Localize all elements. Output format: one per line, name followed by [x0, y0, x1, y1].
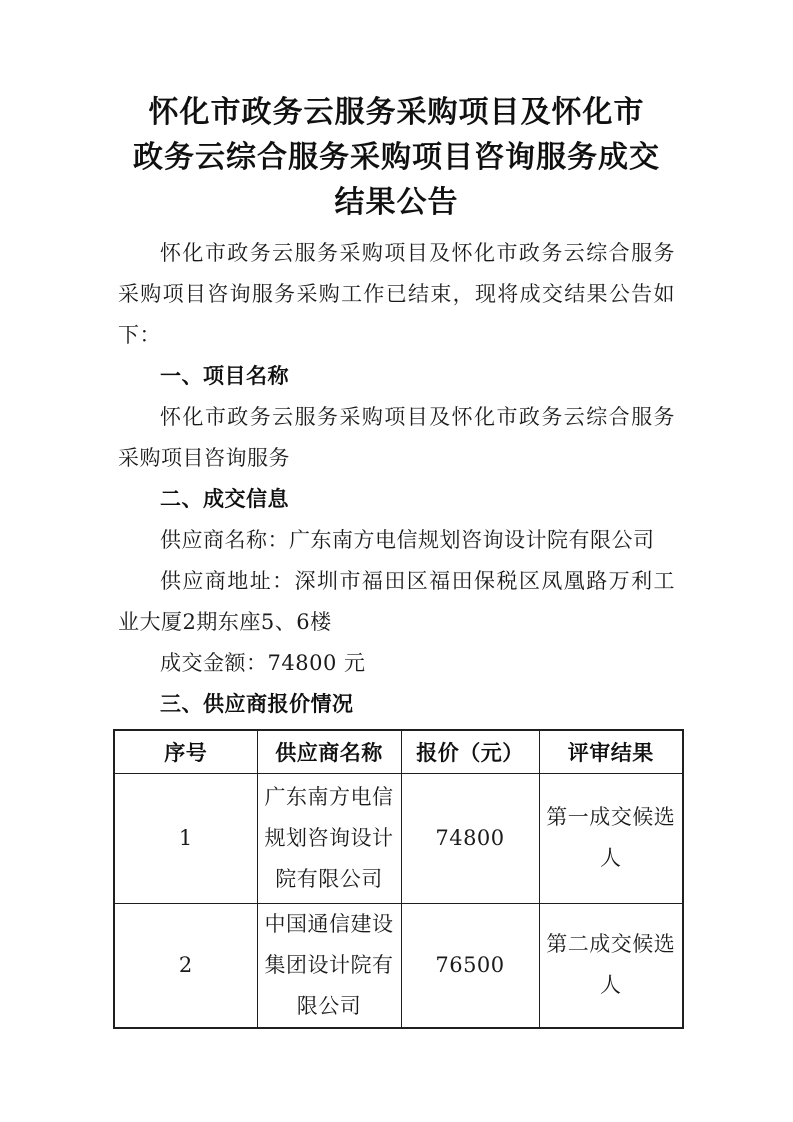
cell-review-result: 第二成交候选人 — [539, 903, 683, 1028]
title-line-3: 结果公告 — [334, 185, 459, 220]
supplier-address-line: 供应商地址：深圳市福田区福田保税区凤凰路万利工业大厦2期东座5、6楼 — [118, 569, 675, 634]
title-line-1: 怀化市政务云服务采购项目及怀化市 — [148, 95, 645, 130]
deal-amount-line: 成交金额：74800 元 — [160, 651, 366, 675]
col-header-price: 报价（元） — [401, 730, 539, 773]
table-header-row — [114, 730, 683, 773]
cell-serial-no: 2 — [114, 903, 257, 1028]
section-3-heading: 三、供应商报价情况 — [160, 692, 354, 716]
supplier-quotes-table — [113, 729, 684, 1029]
table-row — [114, 773, 683, 903]
section-2-heading: 二、成交信息 — [160, 487, 289, 511]
cell-serial-no: 1 — [114, 773, 257, 903]
supplier-name-line: 供应商名称：广东南方电信规划咨询设计院有限公司 — [160, 528, 655, 552]
intro-paragraph: 怀化市政务云服务采购项目及怀化市政务云综合服务采购项目咨询服务采购工作已结束，现将成交结果公告如下： — [118, 241, 675, 347]
page-title — [118, 90, 675, 225]
cell-supplier-name: 广东南方电信规划咨询设计院有限公司 — [257, 773, 401, 903]
cell-price: 74800 — [401, 773, 539, 903]
col-header-review-result: 评审结果 — [539, 730, 683, 773]
cell-supplier-name: 中国通信建设集团设计院有限公司 — [257, 903, 401, 1028]
col-header-supplier-name: 供应商名称 — [257, 730, 401, 773]
col-header-serial-no: 序号 — [114, 730, 257, 773]
project-name-paragraph: 怀化市政务云服务采购项目及怀化市政务云综合服务采购项目咨询服务 — [118, 405, 675, 470]
cell-review-result: 第一成交候选人 — [539, 773, 683, 903]
title-line-2: 政务云综合服务采购项目咨询服务成交 — [133, 140, 660, 175]
cell-price: 76500 — [401, 903, 539, 1028]
table-row — [114, 903, 683, 1028]
section-1-heading: 一、项目名称 — [160, 364, 289, 388]
